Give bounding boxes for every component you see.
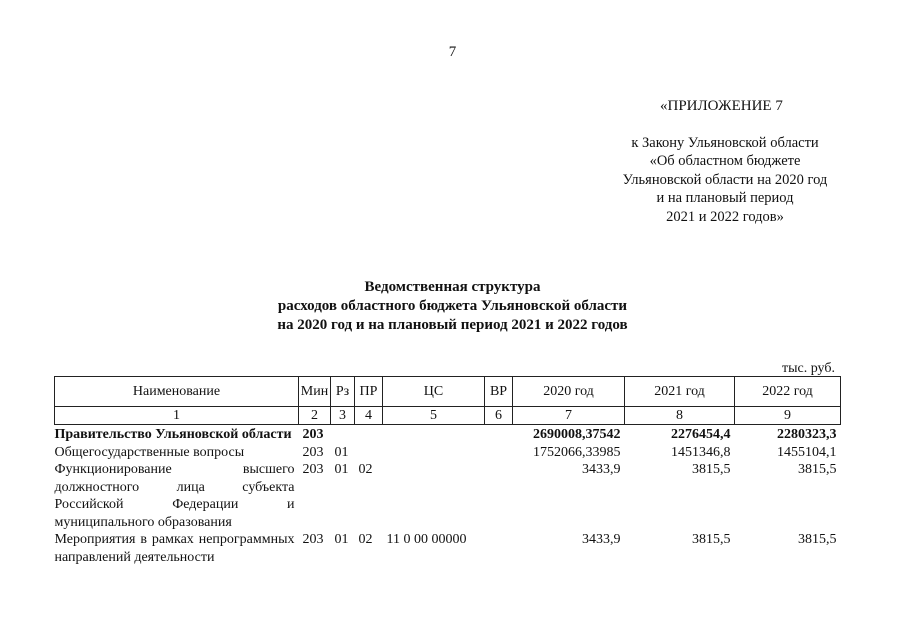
header-min: Мин xyxy=(299,377,331,407)
row-2022: 2280323,3 xyxy=(777,427,837,442)
column-number: 5 xyxy=(383,407,485,425)
appendix-title: «ПРИЛОЖЕНИЕ 7 xyxy=(660,98,783,114)
row-cs xyxy=(383,444,485,462)
row-pr xyxy=(355,444,383,462)
header-2021: 2021 год xyxy=(625,377,735,407)
column-number-row xyxy=(55,407,841,425)
row-name: Функционирование высшего должностного лица субъекта Российской Федерации и муниципального образования xyxy=(54,462,295,530)
row-pr: 02 xyxy=(358,532,373,547)
column-number: 2 xyxy=(299,407,331,425)
row-2020: 3433,9 xyxy=(582,532,621,547)
appendix-ref-line: и на плановый период xyxy=(656,190,794,207)
appendix-reference xyxy=(612,134,838,226)
row-rz: 01 xyxy=(334,444,349,460)
row-2021: 3815,5 xyxy=(692,462,731,477)
title-line: расходов областного бюджета Ульяновской области xyxy=(277,298,628,314)
row-2020: 1752066,33985 xyxy=(533,444,621,460)
appendix-ref-line: «Об областном бюджете xyxy=(649,153,801,170)
row-2020: 3433,9 xyxy=(582,462,621,477)
row-rz: 01 xyxy=(334,462,349,477)
column-number: 7 xyxy=(513,407,625,425)
row-2022: 3815,5 xyxy=(798,532,837,547)
row-rz xyxy=(331,425,355,444)
budget-table xyxy=(54,376,841,566)
document-title xyxy=(0,278,905,335)
appendix-ref-line: Ульяновской области на 2020 год xyxy=(622,171,828,188)
header-name: Наименование xyxy=(55,377,299,407)
row-vr xyxy=(485,444,513,462)
row-cs xyxy=(383,461,485,531)
header-2022: 2022 год xyxy=(735,377,841,407)
row-pr xyxy=(355,425,383,444)
header-vr: ВР xyxy=(485,377,513,407)
row-2021: 2276454,4 xyxy=(671,427,731,442)
page-number: 7 xyxy=(448,44,457,60)
row-vr xyxy=(485,461,513,531)
row-min: 203 xyxy=(302,427,324,442)
row-name: Общегосударственные вопросы xyxy=(54,444,245,460)
table-header-row xyxy=(55,377,841,407)
column-number: 3 xyxy=(331,407,355,425)
row-min: 203 xyxy=(302,462,324,477)
row-2022: 1455104,1 xyxy=(777,444,837,460)
title-line: на 2020 год и на плановый период 2021 и 2022 годов xyxy=(277,317,628,333)
row-cs xyxy=(383,425,485,444)
row-cs: 11 0 00 00000 xyxy=(386,532,467,547)
row-2020: 2690008,37542 xyxy=(533,427,621,442)
units-label: тыс. руб. xyxy=(782,361,835,376)
column-number: 4 xyxy=(355,407,383,425)
row-rz: 01 xyxy=(334,532,349,547)
header-rz: Рз xyxy=(331,377,355,407)
header-2020: 2020 год xyxy=(513,377,625,407)
row-min: 203 xyxy=(302,444,324,460)
row-pr: 02 xyxy=(358,462,373,477)
header-pr: ПР xyxy=(355,377,383,407)
row-vr xyxy=(485,531,513,566)
table-row xyxy=(55,531,841,566)
header-cs: ЦС xyxy=(383,377,485,407)
row-min: 203 xyxy=(302,532,324,547)
column-number: 8 xyxy=(625,407,735,425)
title-line: Ведомственная структура xyxy=(364,279,541,295)
row-2021: 1451346,8 xyxy=(671,444,731,460)
table-row xyxy=(55,444,841,462)
row-name: Правительство Ульяновской области xyxy=(54,427,292,442)
table-row xyxy=(55,461,841,531)
column-number: 1 xyxy=(55,407,299,425)
appendix-ref-line: к Закону Ульяновской области xyxy=(631,135,819,151)
column-number: 9 xyxy=(735,407,841,425)
row-vr xyxy=(485,425,513,444)
row-2021: 3815,5 xyxy=(692,532,731,547)
row-2022: 3815,5 xyxy=(798,462,837,477)
table-row xyxy=(55,425,841,444)
column-number: 6 xyxy=(485,407,513,425)
appendix-ref-line: 2021 и 2022 годов» xyxy=(666,208,784,225)
row-name: Мероприятия в рамках непрограммных направлений деятельности xyxy=(54,532,295,565)
